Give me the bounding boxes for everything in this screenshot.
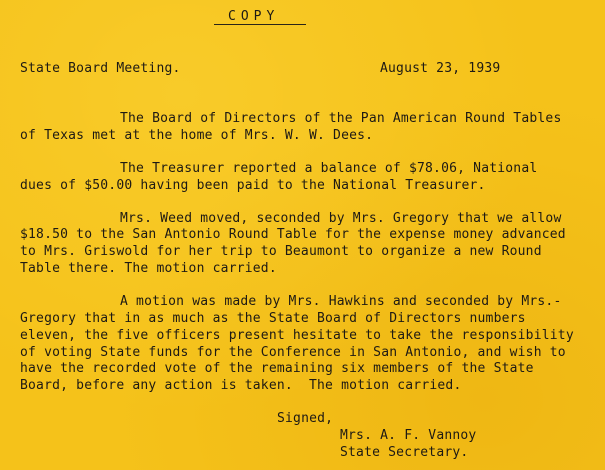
signature-signed: Signed,	[277, 411, 334, 426]
paragraph-2-line-1: The Treasurer reported a balance of $78.06, National	[120, 161, 538, 176]
title-underline	[214, 24, 306, 25]
paragraph-1-line-1: The Board of Directors of the Pan American Round Tables	[120, 111, 562, 126]
document-title: COPY	[228, 9, 280, 24]
meeting-heading: State Board Meeting.	[20, 61, 181, 76]
paragraph-3-line-4: Table there. The motion carried.	[20, 261, 277, 276]
paragraph-3-line-3: to Mrs. Griswold for her trip to Beaumont to organize a new Round	[20, 244, 542, 259]
paragraph-1-line-2: of Texas met at the home of Mrs. W. W. Dees.	[20, 128, 374, 143]
paragraph-4-line-2: Gregory that in as much as the State Board of Directors numbers	[20, 311, 526, 326]
paragraph-4-line-1: A motion was made by Mrs. Hawkins and seconded by Mrs.-	[120, 294, 562, 309]
paragraph-4-line-5: have the recorded vote of the remaining six members of the State	[20, 361, 534, 376]
paragraph-3-line-1: Mrs. Weed moved, seconded by Mrs. Gregory that we allow	[120, 211, 562, 226]
signature-name: Mrs. A. F. Vannoy	[340, 428, 477, 443]
paragraph-4-line-4: of voting State funds for the Conference in San Antonio, and wish to	[20, 345, 566, 360]
meeting-date: August 23, 1939	[380, 61, 501, 76]
paragraph-3-line-2: $18.50 to the San Antonio Round Table for the expense money advanced	[20, 227, 566, 242]
paragraph-4-line-6: Board, before any action is taken. The motion carried.	[20, 378, 462, 393]
paragraph-4-line-3: eleven, the five officers present hesitate to take the responsibility	[20, 328, 574, 343]
paragraph-2-line-2: dues of $50.00 having been paid to the National Treasurer.	[20, 178, 486, 193]
signature-title: State Secretary.	[340, 445, 469, 460]
